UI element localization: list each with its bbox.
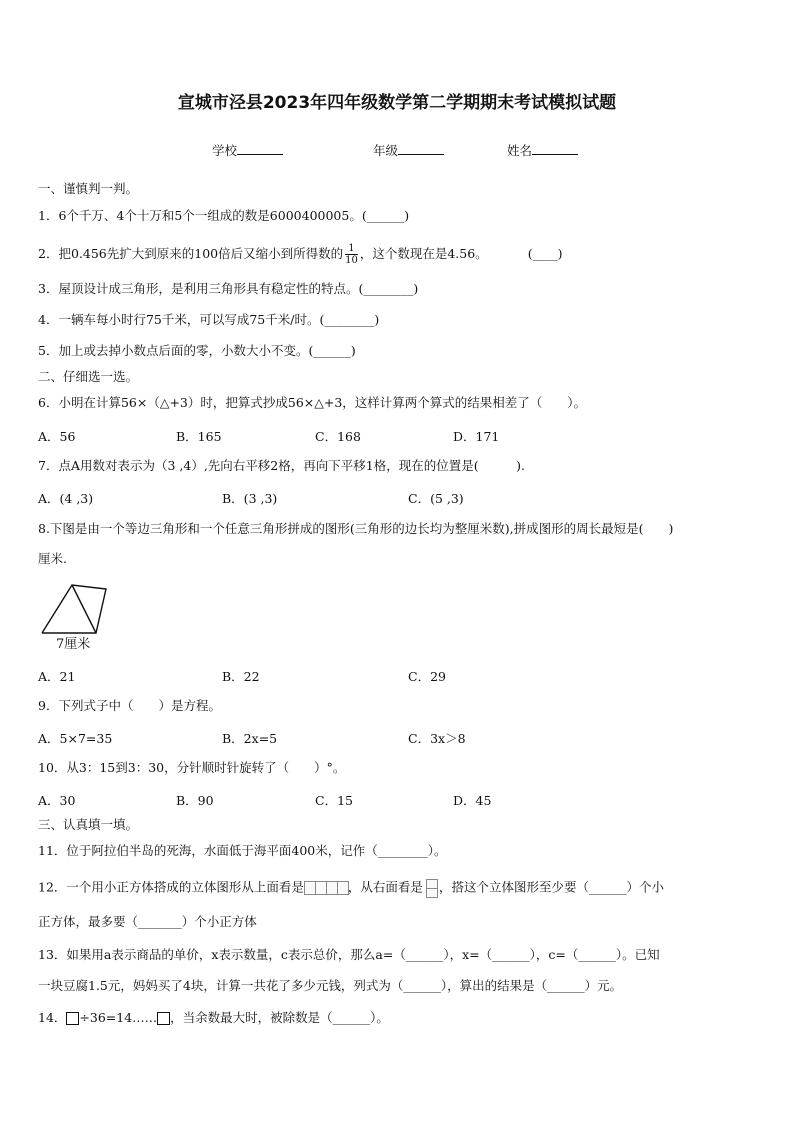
question-13: 13．如果用a表示商品的单价，x表示数量，c表示总价，那么a=（______），x=（______），c=（______）。已知 — [38, 947, 660, 962]
question-11: 11．位于阿拉伯半岛的死海，水面低于海平面400米，记作（________）。 — [38, 843, 447, 858]
school-label: 学校 — [212, 143, 238, 158]
q7-option-b[interactable]: B．(3 ,3) — [222, 491, 278, 506]
q9-option-a[interactable]: A．5×7=35 — [38, 731, 113, 746]
figure-label: 7厘米 — [56, 637, 91, 652]
question-6: 6．小明在计算56×（△+3）时，把算式抄成56×△+3，这样计算两个算式的结果相差了（ ）。 — [38, 395, 587, 410]
question-8-cont: 厘米. — [38, 551, 67, 566]
section-heading-1: 一、谨慎判一判。 — [38, 181, 139, 196]
right-view-icon — [426, 879, 436, 897]
q8-option-b[interactable]: B．22 — [222, 669, 260, 684]
q7-option-c[interactable]: C．(5 ,3) — [408, 491, 464, 506]
question-9: 9．下列式子中（ ）是方程。 — [38, 698, 221, 713]
school-field[interactable] — [212, 141, 283, 159]
question-7: 7．点A用数对表示为（3 ,4）,先向右平移2格，再向下平移1格，现在的位置是( ). — [38, 458, 525, 473]
top-view-icon — [304, 881, 348, 895]
section-heading-3: 三、认真填一填。 — [38, 817, 139, 832]
q8-option-c[interactable]: C．29 — [408, 669, 446, 684]
question-5: 5．加上或去掉小数点后面的零，小数大小不变。(______) — [38, 343, 356, 358]
question-10: 10．从3：15到3：30，分针顺时针旋转了（ ）°。 — [38, 760, 346, 775]
question-8: 8.下图是由一个等边三角形和一个任意三角形拼成的图形(三角形的边长均为整厘米数),拼成图形的周长最短是( ) — [38, 521, 674, 536]
q10-option-c[interactable]: C．15 — [315, 793, 353, 808]
q6-option-b[interactable]: B．165 — [176, 429, 222, 444]
grade-field[interactable] — [373, 141, 444, 159]
question-12: 12．一个用小正方体搭成的立体图形从上面看是 ，从右面看是 ，搭这个立体图形至少要（______）个小 — [38, 879, 664, 897]
q8-option-a[interactable]: A．21 — [38, 669, 76, 684]
question-1: 1．6个千万、4个十万和5个一组成的数是6000400005。(______) — [38, 208, 410, 223]
box-icon — [157, 1012, 170, 1025]
q7-option-a[interactable]: A．(4 ,3) — [38, 491, 94, 506]
fraction: $\frac{1}{10}$ — [345, 243, 358, 266]
q10-option-a[interactable]: A．30 — [38, 793, 76, 808]
page-title: 宣城市泾县2023年四年级数学第二学期期末考试模拟试题 — [177, 93, 617, 113]
question-3: 3．屋顶设计成三角形，是利用三角形具有稳定性的特点。(________) — [38, 281, 419, 296]
section-heading-2: 二、仔细选一选。 — [38, 369, 139, 384]
question-2: 2．把0.456先扩大到原来的100倍后又缩小到所得数的 $\frac{1}{10}$ ，这个数现在是4.56。 (____) — [38, 243, 563, 266]
question-12-cont: 正方体，最多要（_______）个小正方体 — [38, 914, 257, 929]
q10-option-b[interactable]: B．90 — [176, 793, 214, 808]
name-label: 姓名 — [507, 143, 533, 158]
q10-option-d[interactable]: D．45 — [453, 793, 492, 808]
question-14: 14． ÷36=14…… ，当余数最大时，被除数是（______）。 — [38, 1010, 389, 1025]
grade-label: 年级 — [373, 143, 399, 158]
question-13-cont: 一块豆腐1.5元，妈妈买了4块，计算一共花了多少元钱，列式为（______），算出的结果是（______）元。 — [38, 978, 623, 993]
q6-option-d[interactable]: D．171 — [453, 429, 500, 444]
question-4: 4．一辆车每小时行75千米，可以写成75千米/时。(________) — [38, 312, 380, 327]
name-field[interactable] — [507, 141, 578, 159]
q9-option-b[interactable]: B．2x=5 — [222, 731, 278, 746]
q6-option-a[interactable]: A．56 — [38, 429, 76, 444]
box-icon — [66, 1012, 79, 1025]
q6-option-c[interactable]: C．168 — [315, 429, 361, 444]
q9-option-c[interactable]: C．3x＞8 — [408, 731, 466, 746]
